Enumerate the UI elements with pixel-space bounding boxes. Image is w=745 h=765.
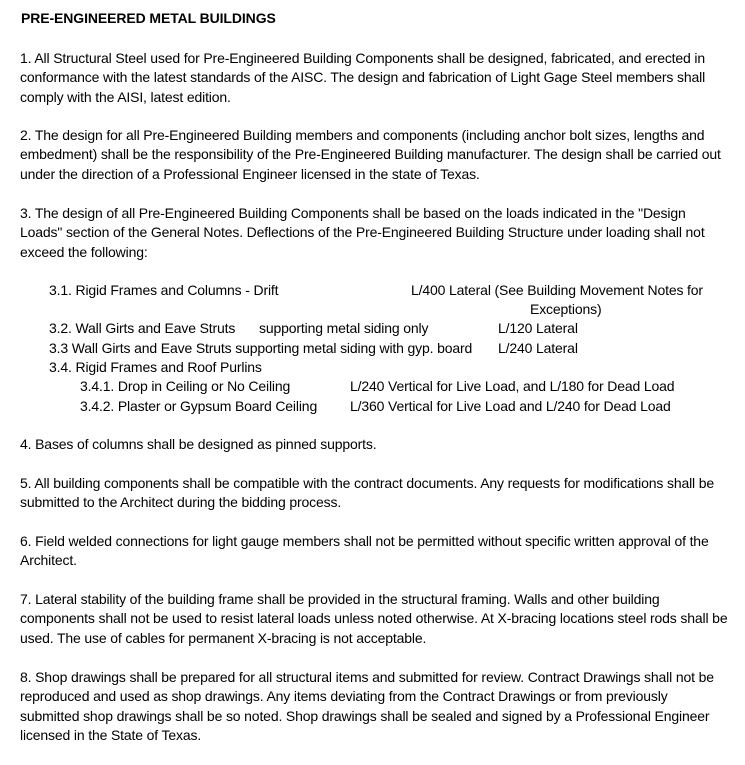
note-5: 5. All building components shall be compatible with the contract documents. Any requests for modifications shall be submitted to the Architect during the bidding process. xyxy=(20,475,715,511)
note-2: 2. The design for all Pre-Engineered Building members and components (including anchor bolt sizes, lengths and embedment) shall be the responsibility of the Pre-Engineered Building manufacturer. The design shall be carried out under the direction of a Professional Engineer licensed in the state of Texas. xyxy=(20,127,721,182)
deflection-3-4-label: 3.4. Rigid Frames and Roof Purlins xyxy=(49,359,262,375)
note-7: 7. Lateral stability of the building frame shall be provided in the structural framing. Walls and other building components shall not be used to resist lateral loads unless noted otherwise. At X-bracing locations steel rods shall be used. The use of cables for permanent X-bracing is not acceptable. xyxy=(20,591,728,646)
note-3: 3. The design of all Pre-Engineered Building Components shall be based on the loads indicated in the "Design Loads" section of the General Notes. Deflections of the Pre-Engineered Building Structure under loading shall not exceed the following: xyxy=(20,205,705,260)
note-6: 6. Field welded connections for light gauge members shall not be permitted without specific written approval of the Architect. xyxy=(20,533,709,569)
note-1: 1. All Structural Steel used for Pre-Engineered Building Components shall be designed, fabricated, and erected in conformance with the latest standards of the AISC. The design and fabrication of Light Gage Steel members shall comply with the AISI, latest edition. xyxy=(20,50,706,105)
deflection-3-3-value: L/240 Lateral xyxy=(498,340,578,356)
deflection-3-1-value-cont: Exceptions) xyxy=(530,301,602,317)
note-4: 4. Bases of columns shall be designed as pinned supports. xyxy=(20,436,377,452)
deflection-3-4-1-value: L/240 Vertical for Live Load, and L/180 for Dead Load xyxy=(350,378,675,394)
note-8: 8. Shop drawings shall be prepared for all structural items and submitted for review. Contract Drawings shall not be reproduced and used as shop drawings. Any items deviating from the Contract Drawings or from previously submitted shop drawings shall be so noted. Shop drawings shall be sealed and signed by a Professional Engineer licensed in the State of Texas. xyxy=(20,669,714,743)
deflection-3-4-2-value: L/360 Vertical for Live Load and L/240 for Dead Load xyxy=(350,398,671,414)
deflection-3-4-1-label: 3.4.1. Drop in Ceiling or No Ceiling xyxy=(80,378,291,394)
deflection-3-2-label: 3.2. Wall Girts and Eave Struts xyxy=(49,320,236,336)
deflection-3-4-2-label: 3.4.2. Plaster or Gypsum Board Ceiling xyxy=(80,398,318,414)
deflection-3-2-value: L/120 Lateral xyxy=(498,320,578,336)
deflection-3-2-condition: supporting metal siding only xyxy=(259,320,429,336)
deflection-3-1-label: 3.1. Rigid Frames and Columns - Drift xyxy=(49,282,279,298)
deflection-3-3-label: 3.3 Wall Girts and Eave Struts supporting metal siding with gyp. board xyxy=(49,340,473,356)
deflection-3-1-value: L/400 Lateral (See Building Movement Notes for xyxy=(411,282,703,298)
page-title: PRE-ENGINEERED METAL BUILDINGS xyxy=(21,10,276,26)
